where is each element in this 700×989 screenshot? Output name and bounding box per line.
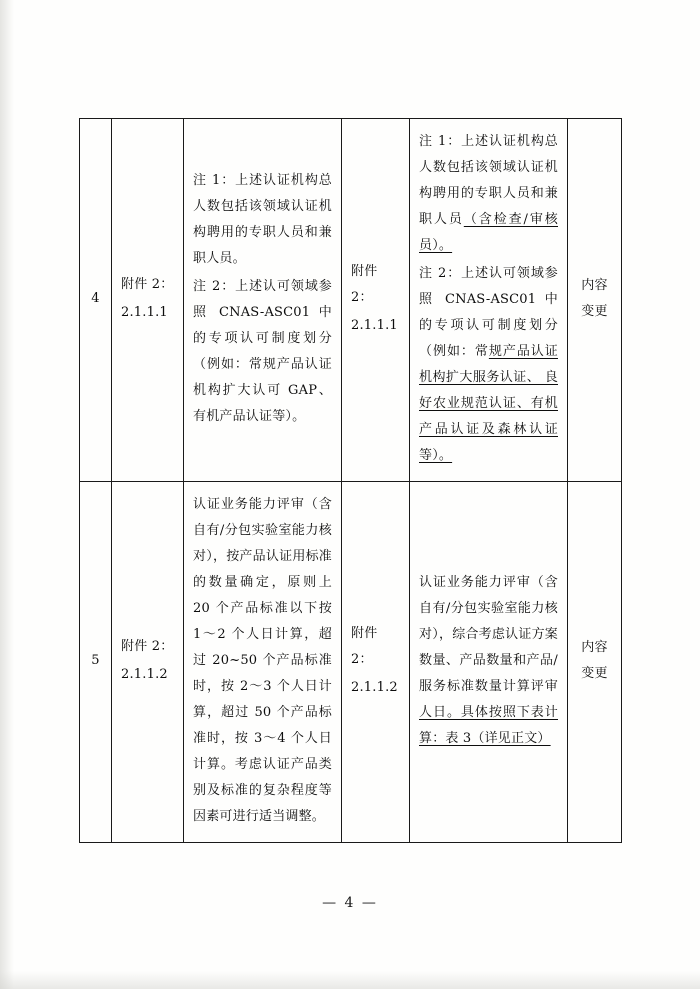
- revision-comparison-table: [79, 118, 622, 843]
- row-new-reference: [342, 482, 410, 843]
- new-paragraph-1-underlined: （含检查/审核员）。: [419, 212, 558, 253]
- row-old-reference: [112, 119, 184, 482]
- old-paragraph-1: 注 1：上述认证机构总人数包括该领域认证机构聘用的专职人员和兼职人员。: [193, 173, 332, 266]
- old-reference-line-2: 2.1.1.2: [121, 667, 168, 682]
- new-paragraph-1-plain: 认证业务能力评审（含自有/分包实验室能力核对），综合考虑认证方案数量、产品数量和产品/服务标准数量计算评审: [419, 575, 558, 694]
- row-number: 5: [80, 482, 112, 843]
- page-edge-shadow-left: [0, 0, 14, 989]
- new-paragraph-2-plain: 注 2：上述认可领域参照 CNAS-ASC01 中的专项认可制度划分（例如：常: [419, 266, 558, 359]
- row-old-content: [184, 482, 342, 843]
- new-paragraph-2: [419, 261, 558, 469]
- new-paragraph-1: [419, 129, 558, 259]
- old-reference-line-1: 附件 2：: [121, 639, 174, 654]
- row-change-type: 内容变更: [568, 119, 622, 482]
- page-number: — 4 —: [322, 895, 378, 911]
- new-reference-line-2: 2.1.1.1: [351, 318, 398, 333]
- row-new-reference: [342, 119, 410, 482]
- row-old-reference: [112, 482, 184, 843]
- row-number: 4: [80, 119, 112, 482]
- new-reference-line-1: 附件 2：: [351, 264, 378, 305]
- new-reference-line-2: 2.1.1.2: [351, 680, 398, 695]
- new-paragraph-2-underlined: 规产品认证机构扩大服务认证、 良好农业规范认证、有机产品认证及森林认证等）。: [419, 344, 558, 463]
- old-paragraph-2: 注 2：上述认可领域参照 CNAS-ASC01 中的专项认可制度划分（例如：常规产品认证机构扩大认可 GAP、有机产品认证等）。: [193, 279, 332, 424]
- row-new-content: [410, 482, 568, 843]
- table-row: [80, 119, 622, 482]
- new-paragraph-1-underlined: 人日。具体按照下表计算：表 3（详见正文）: [419, 705, 558, 746]
- old-paragraph-1: 认证业务能力评审（含自有/分包实验室能力核对），按产品认证用标准的数量确定，原则上 20 个产品标准以下按 1～2 个人日计算，超过 20~50 个产品标准时，按 2～3 个人日计算，超过 50 个产品标准时，按 3～4 个人日计算。考虑认证产品类别及标准的复杂程度等因素可进行适当调整。: [193, 497, 332, 824]
- new-reference-line-1: 附件 2：: [351, 626, 378, 667]
- new-paragraph-1-plain: 注 1：上述认证机构总人数包括该领域认证机构聘用的专职人员和兼职人员: [419, 134, 558, 227]
- row-new-content: [410, 119, 568, 482]
- page-edge-shadow-bottom: [0, 971, 700, 989]
- row-old-content: [184, 119, 342, 482]
- row-change-type: 内容变更: [568, 482, 622, 843]
- old-reference-line-1: 附件 2：: [121, 277, 174, 292]
- old-reference-line-2: 2.1.1.1: [121, 305, 168, 320]
- new-paragraph-1: [419, 570, 558, 752]
- table-row: [80, 482, 622, 843]
